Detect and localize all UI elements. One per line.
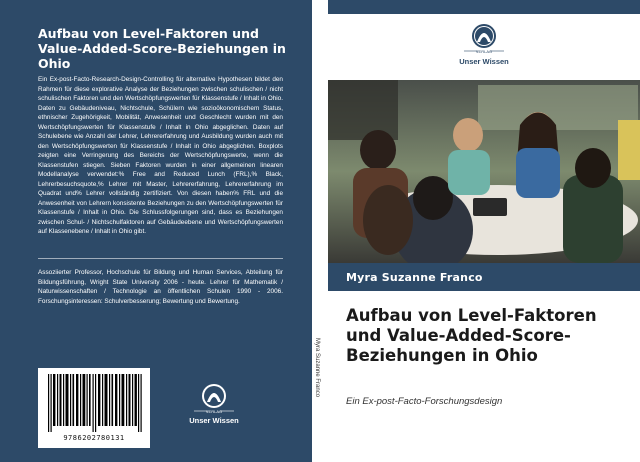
top-color-band bbox=[328, 0, 640, 14]
owl-emblem-icon bbox=[186, 382, 242, 416]
spine bbox=[312, 0, 328, 462]
front-cover-title: Aufbau von Level-Faktoren und Value-Added-Score-Beziehungen in Ohio bbox=[346, 306, 597, 365]
back-cover-divider bbox=[38, 258, 283, 259]
isbn-number: 9786202780131 bbox=[63, 434, 125, 442]
publisher-name: Unser Wissen bbox=[189, 416, 239, 425]
front-author-name: Myra Suzanne Franco bbox=[346, 271, 483, 284]
back-cover-description: Ein Ex-post-Facto-Research-Design-Controlling für alternative Hypothesen bildet den Rahmen für diese explorative Analyse der Beziehungen zwischen schulischen / nicht schulischen Faktoren und den Wertschöpfungswerten für Klassenstufe / Inhalt in Ohio. Daten zu Gebäudeniveau, Nichtschule, Schülern wie sozioökonomischem Status, ethnischer Zugehörigkeit, Mobilität, Anwesenheit und Geschlecht wurden mit den Wertschöpfungswerten für Klassenstufe / Inhalt in Ohio abgeglichen. Daten auf Schulebene wie Anzahl der Lehrer, Lehrererfahrung und Ausbildung wurden auch mit den Wertschöpfungswerten für Klassenstufe / Inhalt in Ohio abgeglichen. Boxplots zeigten eine Verringerung des Bereichs der Wertschöpfungswerte, wenn die Klassenstufen stiegen. Sieben Faktoren wurden in einer allgemeinen linearen Modellanalyse verwendet:% Free and Reduced Lunch (FRL),% Black, Lehrerbesuchsquote,% Lehrer mit Master, Lehrererfahrung, Lehrererfahrung im Quadrat und% Lehrer vollständig zertifiziert. Von diesen haben% FRL und die Anwesenheit von Lehrern konsistente Beziehungen zu den Wertschöpfungswerten für Klassenstufe / Inhalt in Ohio. Die Schlussfolgerungen sind, dass es Beziehungen zwischen Schul- / Nichtschulfaktoren auf Gebäudeebene und Wertschöpfungswerten auf Klassenebene / Inhalt in Ohio gibt. bbox=[38, 76, 283, 235]
front-cover-subtitle: Ein Ex-post-Facto-Forschungsdesign bbox=[346, 396, 503, 407]
barcode-bars bbox=[46, 374, 142, 432]
front-cover bbox=[328, 0, 640, 462]
author-band bbox=[328, 263, 640, 291]
verlag-label: VERLAG bbox=[205, 409, 223, 414]
verlag-label-front: VERLAG bbox=[475, 49, 493, 54]
publisher-name-front: Unser Wissen bbox=[459, 57, 509, 66]
isbn-barcode bbox=[38, 368, 150, 448]
cover-photo bbox=[328, 80, 640, 263]
back-cover bbox=[0, 0, 312, 462]
author-bio: Assoziierter Professor, Hochschule für Bildung und Human Services, Abteilung für Bildungsführung, Wright State University 2006 - heute. Lehrer für Mathematik / Naturwissenschaften / Technologie an öffentlichen Schulen 1990 - 2006. Forschungsinteressen: Schulverbesserung; Bewertung und Bewertung. bbox=[38, 269, 283, 305]
back-cover-title: Aufbau von Level-Faktoren und Value-Added-Score-Beziehungen in Ohio bbox=[38, 26, 286, 71]
owl-emblem-icon bbox=[456, 22, 512, 56]
students-group-photo bbox=[328, 80, 640, 263]
spine-author: Myra Suzanne Franco bbox=[314, 338, 320, 398]
